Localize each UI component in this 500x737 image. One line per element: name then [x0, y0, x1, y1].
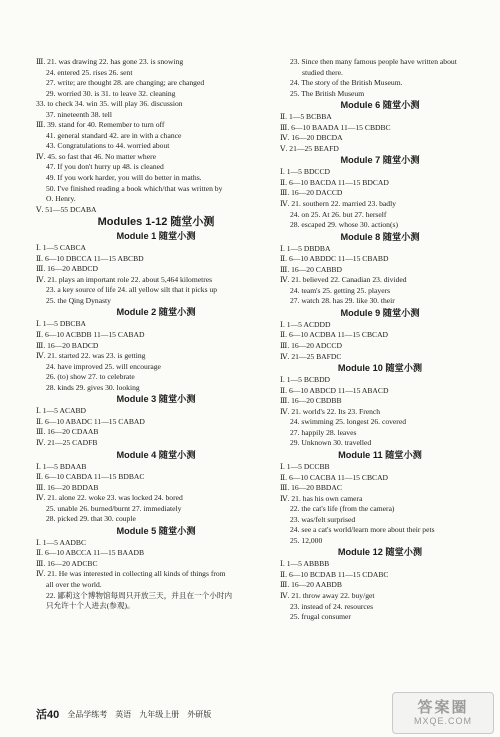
answer-line: 47. If you don't hurry up 48. is cleaned	[46, 162, 164, 172]
answer-line: 25. unable 26. burned/burnt 27. immediately	[46, 503, 182, 513]
answer-line: Ⅱ. 6—10 ABCCA 11—15 BAADB	[36, 548, 145, 558]
answer-line: 23. instead of 24. resources	[290, 601, 374, 611]
answer-line: 29. Unknown 30. travelled	[290, 438, 372, 448]
answer-line: Ⅰ. 1—5 ACDDD	[280, 319, 331, 329]
page-number: 活40	[36, 709, 60, 721]
answer-line: 37. nineteenth 38. tell	[46, 109, 113, 119]
answer-line: Ⅳ. 21. world's 22. Its 23. French	[280, 406, 381, 416]
section-heading: Module 8 随堂小测	[340, 231, 420, 242]
answer-line: Ⅰ. 1—5 DBDBA	[280, 243, 331, 253]
answer-line: Ⅲ. 16—20 AABDB	[280, 580, 342, 590]
answer-line: 23. Since then many famous people have written about	[290, 57, 457, 66]
answer-line: 26. (to) show 27. to celebrate	[46, 372, 135, 382]
section-heading: Module 5 随堂小测	[116, 525, 196, 536]
grade-label: 九年级上册	[139, 709, 180, 719]
subject-label: 英语	[115, 709, 132, 719]
answer-line: Ⅳ. 21—25 BAFDC	[280, 351, 342, 361]
answer-line: Ⅰ. 1—5 DBCBA	[36, 319, 87, 329]
answer-line: Ⅱ. 6—10 ABDDC 11—15 CBABD	[280, 254, 389, 264]
section-heading: Module 11 随堂小测	[338, 449, 422, 460]
right-column-body	[280, 112, 480, 622]
answer-line: Ⅳ. 21. started 22. was 23. is getting	[36, 351, 146, 361]
section-heading: Module 9 随堂小测	[340, 307, 420, 318]
answer-line: Ⅲ. 16—20 DACCD	[280, 188, 343, 198]
answer-line: Ⅳ. 16—20 DBCDA	[280, 133, 343, 143]
answer-line: 49. If you work harder, you will do better in maths.	[46, 173, 202, 183]
answer-line: 28. kinds 29. gives 30. looking	[46, 382, 140, 392]
answer-line: Ⅳ. 21—25 CADFB	[36, 437, 98, 447]
answer-line: 24. on 25. At 26. but 27. herself	[290, 209, 387, 219]
answer-line: Ⅳ. 21. He was interested in collecting all kinds of things from	[36, 569, 226, 579]
watermark-text: 答案圈	[417, 699, 469, 716]
section-heading: Module 4 随堂小测	[116, 449, 196, 460]
answer-line: Ⅲ. 6—10 BAADA 11—15 CBDBC	[280, 122, 391, 132]
answer-line: Ⅳ. 21. has his own camera	[280, 493, 363, 503]
book-title: 全品学练考	[67, 709, 108, 719]
answer-line: Ⅱ. 6—10 CABDA 11—15 BDBAC	[36, 472, 145, 482]
answer-line: 25. the Qing Dynasty	[46, 295, 111, 305]
answer-line: Ⅱ. 1—5 BCBBA	[280, 112, 332, 122]
answer-line: Ⅲ. 16—20 BADCD	[36, 340, 99, 350]
section-heading: Module 12 随堂小测	[337, 547, 423, 558]
watermark-url: MXQE.COM	[413, 716, 472, 726]
answer-line: 43. Congratulations to 44. worried about	[46, 141, 170, 151]
answer-line: 50. I've finished reading a book which/that was written by	[46, 183, 223, 193]
left-column	[36, 57, 276, 612]
section-heading: Module 6 随堂小测	[340, 100, 420, 111]
answer-line: O. Henry.	[46, 194, 76, 204]
answer-line: 25. The British Museum	[290, 88, 365, 98]
answer-line: Ⅲ. 16—20 BBDAC	[280, 483, 342, 493]
answer-line: 28. escaped 29. whose 30. action(s)	[290, 220, 398, 230]
answer-line: 25. frugal consumer	[290, 612, 351, 622]
answer-line: Ⅱ. 6—10 BCDAB 11—15 CDABC	[280, 569, 389, 579]
section-heading: Module 10 随堂小测	[337, 363, 423, 374]
answer-line: 22. 鄙莉这个博物馆每周只开放三天，并且在一个小时内	[46, 590, 233, 600]
answer-line: 25. 12,000	[290, 535, 323, 545]
answer-line: 24. team's 25. getting 25. players	[290, 285, 391, 295]
answer-line: 27. write; are thought 28. are changing; are changed	[46, 78, 205, 88]
answer-line: Ⅱ. 6—10 ABDCD 11—15 ABACD	[280, 385, 389, 395]
answer-line: 24. see a cat's world/learn more about their pets	[290, 525, 435, 535]
answer-line: Ⅲ. 21. was drawing 22. has gone 23. is snowing	[36, 57, 184, 66]
answer-line: 24. entered 25. rises 26. sent	[46, 67, 133, 77]
answer-line: Ⅲ. 16—20 ABDCD	[36, 264, 98, 274]
answer-line: Ⅳ. 21. throw away 22. buy/get	[280, 590, 375, 600]
watermark-logo	[392, 692, 494, 734]
answer-line: 33. to check 34. win 35. will play 36. discussion	[36, 99, 183, 109]
answer-line: Ⅳ. 21. believed 22. Canadian 23. divided	[280, 275, 407, 285]
section-heading: Module 2 随堂小测	[116, 307, 196, 318]
answer-line: 22. the cat's life (from the camera)	[290, 504, 395, 514]
answer-line: Ⅱ. 6—10 ACDBA 11—15 CBCAD	[280, 330, 389, 340]
right-column	[280, 57, 480, 623]
answer-line: Ⅳ. 45. so fast that 46. No matter where	[36, 151, 156, 161]
answer-line: 29. worried 30. is 31. to leave 32. cleaning	[46, 88, 176, 98]
answer-line: Ⅳ. 21. alone 22. woke 23. was locked 24. bored	[36, 493, 183, 503]
answer-line: Ⅰ. 1—5 AADBC	[36, 537, 87, 547]
answer-line: Ⅲ. 39. stand for 40. Remember to turn off	[36, 120, 165, 130]
answer-line: Ⅲ. 16—20 CBDBB	[280, 396, 342, 406]
answer-line: 41. general standard 42. are in with a chance	[46, 130, 182, 140]
answer-line: 28. picked 29. that 30. couple	[46, 514, 136, 524]
section-heading: Module 1 随堂小测	[116, 231, 196, 242]
answer-line: 27. happily 28. leaves	[290, 427, 357, 437]
answer-line: all over the world.	[46, 579, 102, 589]
answer-line: Ⅱ. 6—10 ACBDB 11—15 CABAD	[36, 330, 145, 340]
answer-line: Ⅴ. 51—55 DCABA	[36, 204, 97, 214]
section-heading: Module 7 随堂小测	[340, 155, 420, 166]
section-title: Modules 1-12 随堂小测	[97, 216, 215, 229]
answer-line: Ⅲ. 16—20 CABBD	[280, 264, 342, 274]
answer-line: 24. swimming 25. longest 26. covered	[290, 417, 407, 427]
answer-line: Ⅱ. 6—10 CACBA 11—15 CBCAD	[280, 472, 389, 482]
answer-line: Ⅴ. 21—25 BEAFD	[280, 143, 339, 153]
answer-line: 只允许十个人进去(参观)。	[46, 601, 135, 611]
answer-line: Ⅰ. 1—5 ACABD	[36, 406, 87, 416]
answer-line: Ⅰ. 1—5 DCCBB	[280, 461, 330, 471]
answer-line: Ⅱ. 6—10 DBCCA 11—15 ABCBD	[36, 253, 144, 263]
answer-line: Ⅲ. 16—20 BDDAB	[36, 482, 99, 492]
edition-label: 外研版	[187, 709, 212, 719]
answer-line: 24. The story of the British Museum.	[290, 78, 403, 88]
answer-line: Ⅳ. 21. plays an important role 22. about 5,464 kilometres	[36, 274, 213, 284]
answer-line: Ⅲ. 16—20 CDAAB	[36, 427, 99, 437]
answer-line: 27. watch 28. has 29. like 30. their	[290, 296, 395, 306]
answer-line: Ⅲ. 16—20 ADCCD	[280, 341, 342, 351]
answer-line: Ⅰ. 1—5 BCBDD	[280, 375, 331, 385]
answer-line: 23. was/felt surprised	[290, 514, 356, 524]
answer-line: Ⅰ. 1—5 ABBBB	[280, 559, 330, 569]
section-heading: Module 3 随堂小测	[116, 394, 196, 405]
answer-line: Ⅲ. 16—20 ADCBC	[36, 558, 98, 568]
answer-line: 23. a key source of life 24. all yellow silt that it picks up	[46, 285, 218, 295]
answer-line: Ⅱ. 6—10 BACDA 11—15 BDCAD	[280, 177, 389, 187]
answer-line: Ⅱ. 6—10 ABADC 11—15 CABAD	[36, 416, 145, 426]
answer-line: 24. have improved 25. will encourage	[46, 361, 161, 371]
answer-line: Ⅰ. 1—5 CABCA	[36, 243, 87, 253]
answer-line: Ⅳ. 21. southern 22. married 23. badly	[280, 199, 396, 209]
answer-line: Ⅰ. 1—5 BDCCD	[280, 167, 331, 177]
answer-line: Ⅰ. 1—5 BDAAB	[36, 461, 87, 471]
answer-line: studied there.	[302, 67, 343, 77]
